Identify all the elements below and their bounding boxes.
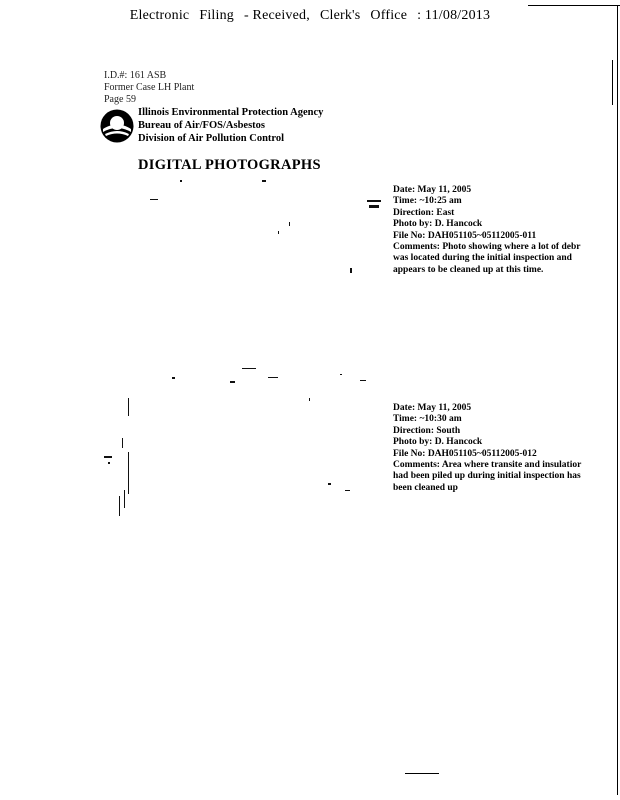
photo-comment-line: Comments: Photo showing where a lot of debr	[393, 242, 581, 253]
illinois-epa-seal-icon	[99, 108, 135, 144]
scan-speck	[340, 374, 342, 375]
stamp-part: Office	[370, 8, 408, 23]
scan-speck	[289, 222, 290, 226]
photo-direction: Direction: East	[393, 207, 455, 218]
bureau-name: Bureau of Air/FOS/Asbestos	[138, 120, 265, 131]
scan-speck	[122, 438, 123, 448]
photo-date: Date: May 11, 2005	[393, 403, 472, 413]
scan-speck	[328, 483, 331, 485]
scan-speck	[268, 377, 278, 378]
photo-photographer: Photo by: D. Hancock	[393, 437, 483, 448]
photo-comment-line: was located during the initial inspection and	[393, 253, 572, 264]
photo-time: Time: ~10:30 am	[393, 414, 462, 425]
scan-speck	[128, 398, 129, 416]
page-title: DIGITAL PHOTOGRAPHS	[138, 157, 321, 173]
scan-speck	[119, 496, 120, 516]
photo-comment-line: had been piled up during initial inspection has	[393, 471, 581, 482]
photo-direction: Direction: South	[393, 425, 461, 436]
scan-speck	[172, 377, 175, 379]
scan-speck	[360, 380, 366, 381]
scan-speck	[128, 452, 129, 494]
stamp-part: - Received,	[243, 8, 310, 23]
agency-name: Illinois Environmental Protection Agency	[138, 107, 324, 118]
division-name: Division of Air Pollution Control	[138, 133, 285, 144]
scan-speck	[124, 490, 125, 508]
photo-file-number: File No: DAH051105~05112005-012	[393, 448, 537, 459]
photo-time: Time: ~10:25 am	[393, 196, 462, 207]
stamp-part: Clerk's	[319, 8, 361, 23]
stamp-part: Electronic	[129, 8, 190, 23]
filing-stamp	[0, 8, 620, 24]
page-number: Page 59	[104, 94, 136, 105]
stamp-part: Filing	[199, 8, 234, 23]
scan-speck	[350, 268, 352, 273]
scan-speck	[369, 205, 379, 208]
photo-photographer: Photo by: D. Hancock	[393, 219, 483, 230]
scan-speck	[278, 231, 279, 234]
photo-info-2	[393, 403, 581, 494]
scan-speck	[108, 462, 110, 464]
scan-speck	[104, 456, 112, 458]
case-name: Former Case LH Plant	[104, 82, 195, 93]
photo-date: Date: May 11, 2005	[393, 185, 472, 195]
photo-file-number: File No: DAH051105~05112005-011	[393, 230, 537, 241]
bottom-mark	[405, 773, 439, 774]
scan-speck	[150, 199, 158, 200]
photo-comment-line: been cleaned up	[393, 482, 458, 493]
frame-right-line	[617, 5, 618, 795]
photo-comment-line: appears to be cleaned up at this time.	[393, 264, 544, 275]
scan-speck	[242, 368, 256, 369]
scan-speck	[367, 200, 381, 202]
photo-info-1	[393, 185, 580, 276]
document-id: I.D.#: 161 ASB	[104, 70, 167, 81]
photo-comment-line: Comments: Area where transite and insulatior	[393, 460, 582, 471]
scan-speck	[230, 381, 235, 383]
scan-speck	[345, 490, 350, 491]
scan-speck	[180, 180, 182, 182]
scan-speck	[262, 180, 266, 182]
stamp-part: : 11/08/2013	[417, 8, 491, 23]
scan-speck	[309, 398, 310, 401]
frame-right-line-inner	[612, 60, 613, 105]
frame-top-line	[528, 5, 620, 6]
